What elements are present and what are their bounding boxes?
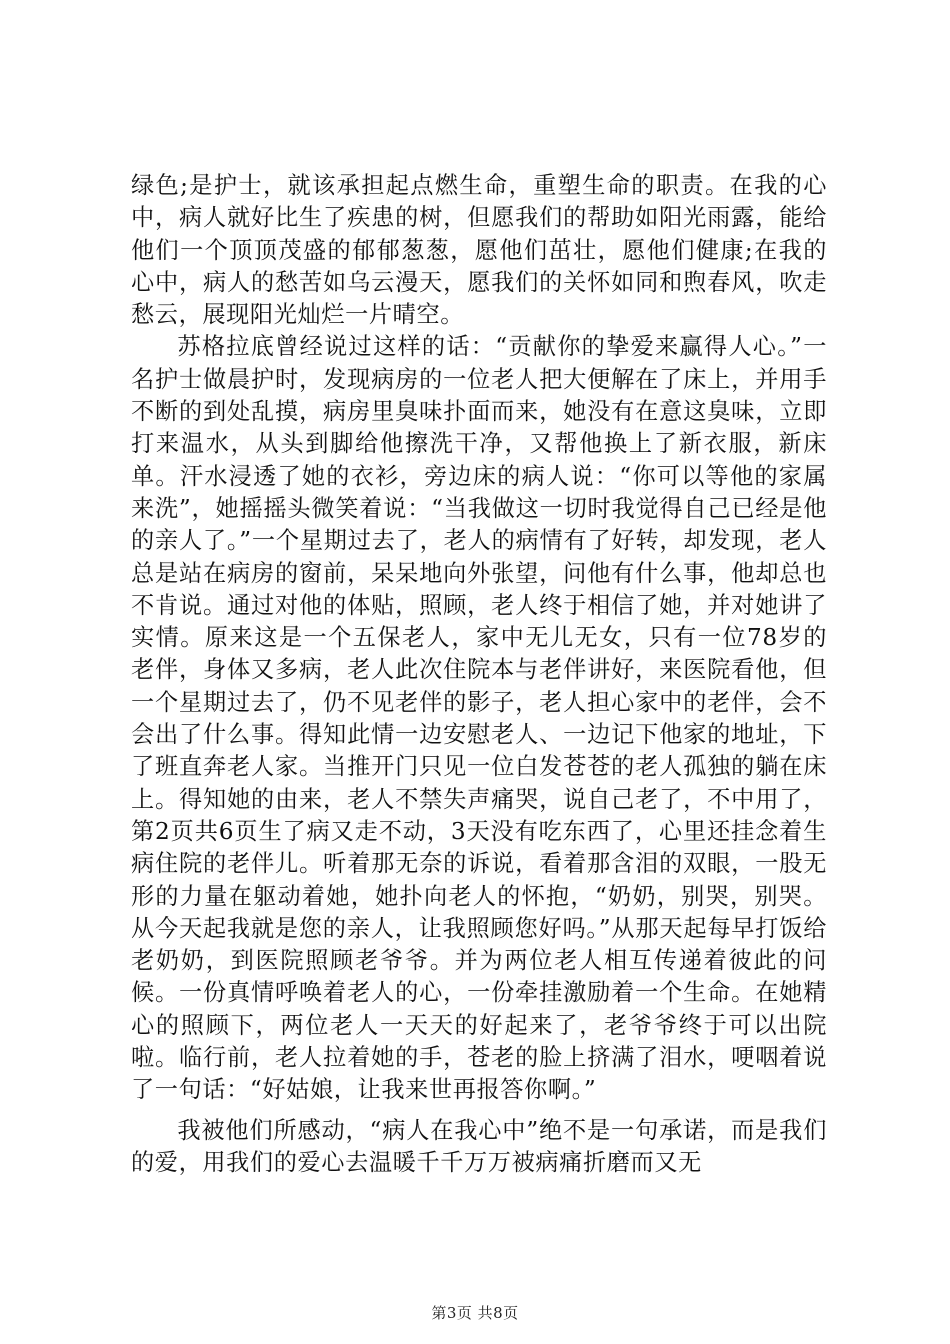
body-text <box>131 170 827 1179</box>
paragraph-reflection: 我被他们所感动，“病人在我心中”绝不是一句承诺，而是我们的爱，用我们的爱心去温暖千千万万被病痛折磨而又无 <box>131 1116 827 1176</box>
paragraph-story: 苏格拉底曾经说过这样的话：“贡献你的挚爱来赢得人心。”一名护士做晨护时，发现病房的一位老人把大便解在了床上，并用手不断的到处乱摸，病房里臭味扑面而来，她没有在意这臭味，立即打来温水，从头到脚给他擦洗干净，又帮他换上了新衣服，新床单。汗水浸透了她的衣衫，旁边床的病人说：“你可以等他的家属来洗”，她摇摇头微笑着说：“当我做这一切时我觉得自己已经是他的亲人了。”一个星期过去了，老人的病情有了好转，却发现，老人总是站在病房的窗前，呆呆地向外张望，问他有什么事，他却总也不肯说。通过对他的体贴，照顾，老人终于相信了她，并对她讲了实情。原来这是一个五保老人，家中无儿无女，只有一位78岁的老伴，身体又多病，老人此次住院本与老伴讲好，来医院看他，但一个星期过去了，仍不见老伴的影子，老人担心家中的老伴，会不会出了什么事。得知此情一边安慰老人、一边记下他家的地址，下了班直奔老人家。当推开门只见一位白发苍苍的老人孤独的躺在床上。得知她的由来，老人不禁失声痛哭，说自己老了，不中用了，第2页共6页生了病又走不动，3天没有吃东西了，心里还挂念着生病住院的老伴儿。听着那无奈的诉说，看着那含泪的双眼，一股无形的力量在躯动着她，她扑向老人的怀抱，“奶奶，别哭，别哭。从今天起我就是您的亲人，让我照顾您好吗。”从那天起每早打饭给老奶奶，到医院照顾老爷爷。并为两位老人相互传递着彼此的问候。一份真情呼唤着老人的心，一份牵挂激励着一个生命。在她精心的照顾下，两位老人一天天的好起来了，老爷爷终于可以出院啦。临行前，老人拉着她的手，苍老的脸上挤满了泪水，哽咽着说了一句话：“好姑娘，让我来世再报答你啊。” <box>131 333 827 1104</box>
paragraph-continuation: 绿色;是护士，就该承担起点燃生命，重塑生命的职责。在我的心中，病人就好比生了疾患的树，但愿我们的帮助如阳光雨露，能给他们一个顶顶茂盛的郁郁葱葱，愿他们茁壮，愿他们健康;在我的心中，病人的愁苦如乌云漫天，愿我们的关怀如同和煦春风，吹走愁云，展现阳光灿烂一片晴空。 <box>131 172 827 329</box>
page-footer: 第3页 共8页 <box>431 1304 519 1322</box>
